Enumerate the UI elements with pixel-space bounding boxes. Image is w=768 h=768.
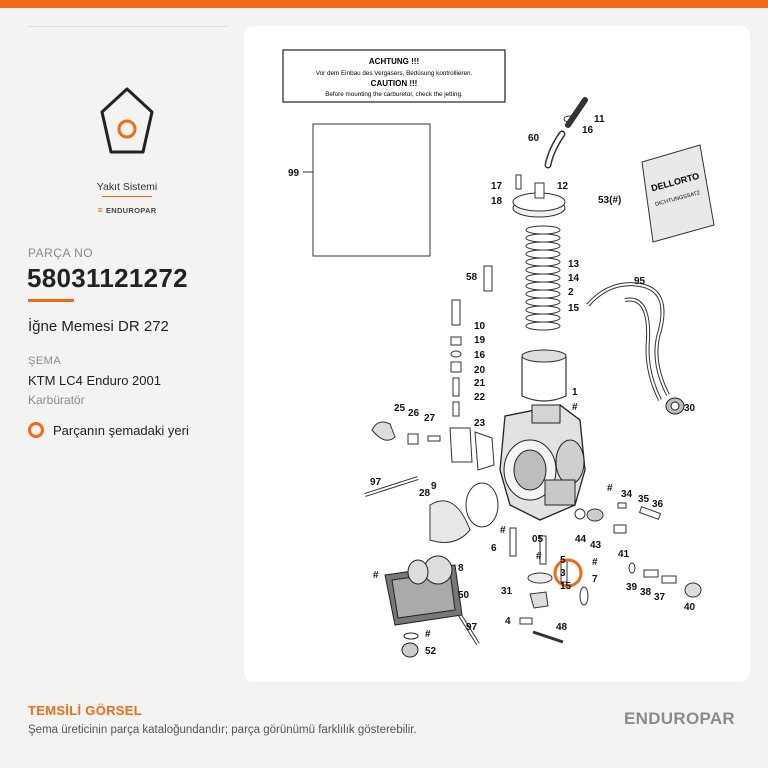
callout-label: 23 [474, 418, 486, 429]
carburetor-body [500, 405, 585, 520]
pentagon-logo-icon [98, 86, 156, 156]
representative-image-note: Şema üreticinin parça kataloğundandır; parça görünümü farklılık gösterebilir. [28, 724, 417, 736]
callout-label: 58 [466, 272, 478, 283]
manual-box-99 [313, 124, 430, 256]
brand-logo-text: ENDUROPAR [624, 709, 736, 728]
callout-label: 1 [572, 387, 578, 398]
schema-model: KTM LC4 Enduro 2001 [28, 373, 161, 388]
callout-label: 16 [582, 125, 594, 136]
callout-label: 8 [458, 563, 464, 574]
warning-line-2: Vor dem Einbau des Vergasers, Bedüsung kontrollieren. [315, 70, 473, 77]
callout-label: 97 [466, 622, 478, 633]
callout-label: 95 [634, 276, 646, 287]
throttle-spring [526, 226, 560, 330]
callout-label: 20 [474, 365, 486, 376]
category-label: Yakıt Sistemi [96, 181, 158, 193]
card-text-1: DELLORTO [650, 170, 701, 194]
callout-label: 14 [568, 273, 580, 284]
callout-label: 26 [408, 408, 420, 419]
callout-label: 99 [288, 168, 300, 179]
part-number: 58031121272 [27, 263, 188, 293]
warning-box [283, 50, 505, 102]
callout-label: 12 [557, 181, 569, 192]
part-name: İğne Memesi DR 272 [28, 318, 169, 335]
callout-label: 22 [474, 392, 486, 403]
callout-label: 6 [491, 543, 497, 554]
callout-label: 21 [474, 378, 486, 389]
gasket-kit-card [642, 145, 714, 242]
callout-label: 27 [424, 413, 436, 424]
callout-label: 10 [474, 321, 486, 332]
callout-label: 18 [491, 196, 503, 207]
warning-line-4: Before mounting the carburetor, check the jetting. [325, 91, 463, 98]
callout-labels [288, 114, 696, 657]
callout-label: 15 [568, 303, 580, 314]
category-underline [102, 196, 152, 197]
callout-label: # [373, 570, 379, 581]
callout-label: # [592, 557, 598, 568]
callout-label: # [607, 483, 613, 494]
callout-label: 41 [618, 549, 630, 560]
callout-label: 15 [560, 581, 572, 592]
callout-label: 38 [640, 587, 652, 598]
representative-image-title: TEMSİLİ GÖRSEL [28, 703, 142, 718]
callout-label: 39 [626, 582, 638, 593]
callout-label: 4 [505, 616, 511, 627]
top-accent-bar [0, 0, 768, 8]
callout-label: # [500, 525, 506, 536]
legend-ring-icon [28, 422, 44, 438]
callout-label: 9 [431, 481, 437, 492]
legend-text: Parçanın şemadaki yeri [53, 422, 189, 438]
card-text-2: DICHTUNGSSATZ [654, 190, 701, 208]
callout-label: 36 [652, 499, 664, 510]
brand-small [28, 205, 226, 215]
callout-label: 60 [528, 133, 540, 144]
callout-label: 31 [501, 586, 513, 597]
warning-line-1: ACHTUNG !!! [368, 57, 420, 66]
callout-label: 34 [621, 489, 633, 500]
callout-label: 53(#) [598, 195, 622, 206]
schema-label: ŞEMA [28, 355, 62, 367]
part-number-underline [28, 299, 74, 302]
callout-label: 35 [638, 494, 650, 505]
diagram-panel [244, 26, 750, 682]
callout-label: 13 [568, 259, 580, 270]
callout-label: 28 [419, 488, 431, 499]
callout-label: 05 [532, 534, 544, 545]
callout-label: 5 [560, 555, 566, 566]
callout-label: 30 [684, 403, 696, 414]
part-number-label: PARÇA NO [28, 246, 94, 260]
callout-label: 25 [394, 403, 406, 414]
warning-line-3: CAUTION !!! [370, 79, 418, 88]
callout-label: 19 [474, 335, 486, 346]
brand-mark-icon: ≡ [97, 205, 106, 215]
legend [28, 422, 189, 438]
callout-label: 7 [592, 574, 598, 585]
callout-label: 16 [474, 350, 486, 361]
callout-label: 97 [370, 477, 382, 488]
schema-group: Karbüratör [28, 393, 85, 407]
callout-label: 43 [590, 540, 602, 551]
callout-label: 17 [491, 181, 503, 192]
callout-label: # [572, 402, 578, 413]
brand-small-text: ENDUROPAR [105, 206, 157, 215]
callout-label: 48 [556, 622, 568, 633]
callout-label: 50 [458, 590, 470, 601]
exploded-diagram [244, 26, 750, 682]
callout-label: 40 [684, 602, 696, 613]
callout-label: 37 [654, 592, 666, 603]
callout-label: 11 [594, 114, 605, 125]
callout-label: 2 [568, 287, 574, 298]
callout-label: # [425, 629, 431, 640]
callout-label: 52 [425, 646, 437, 657]
callout-label: 44 [575, 534, 587, 545]
callout-label: # [536, 551, 542, 562]
callout-label: 3 [560, 568, 566, 579]
sidebar-divider [28, 26, 227, 27]
